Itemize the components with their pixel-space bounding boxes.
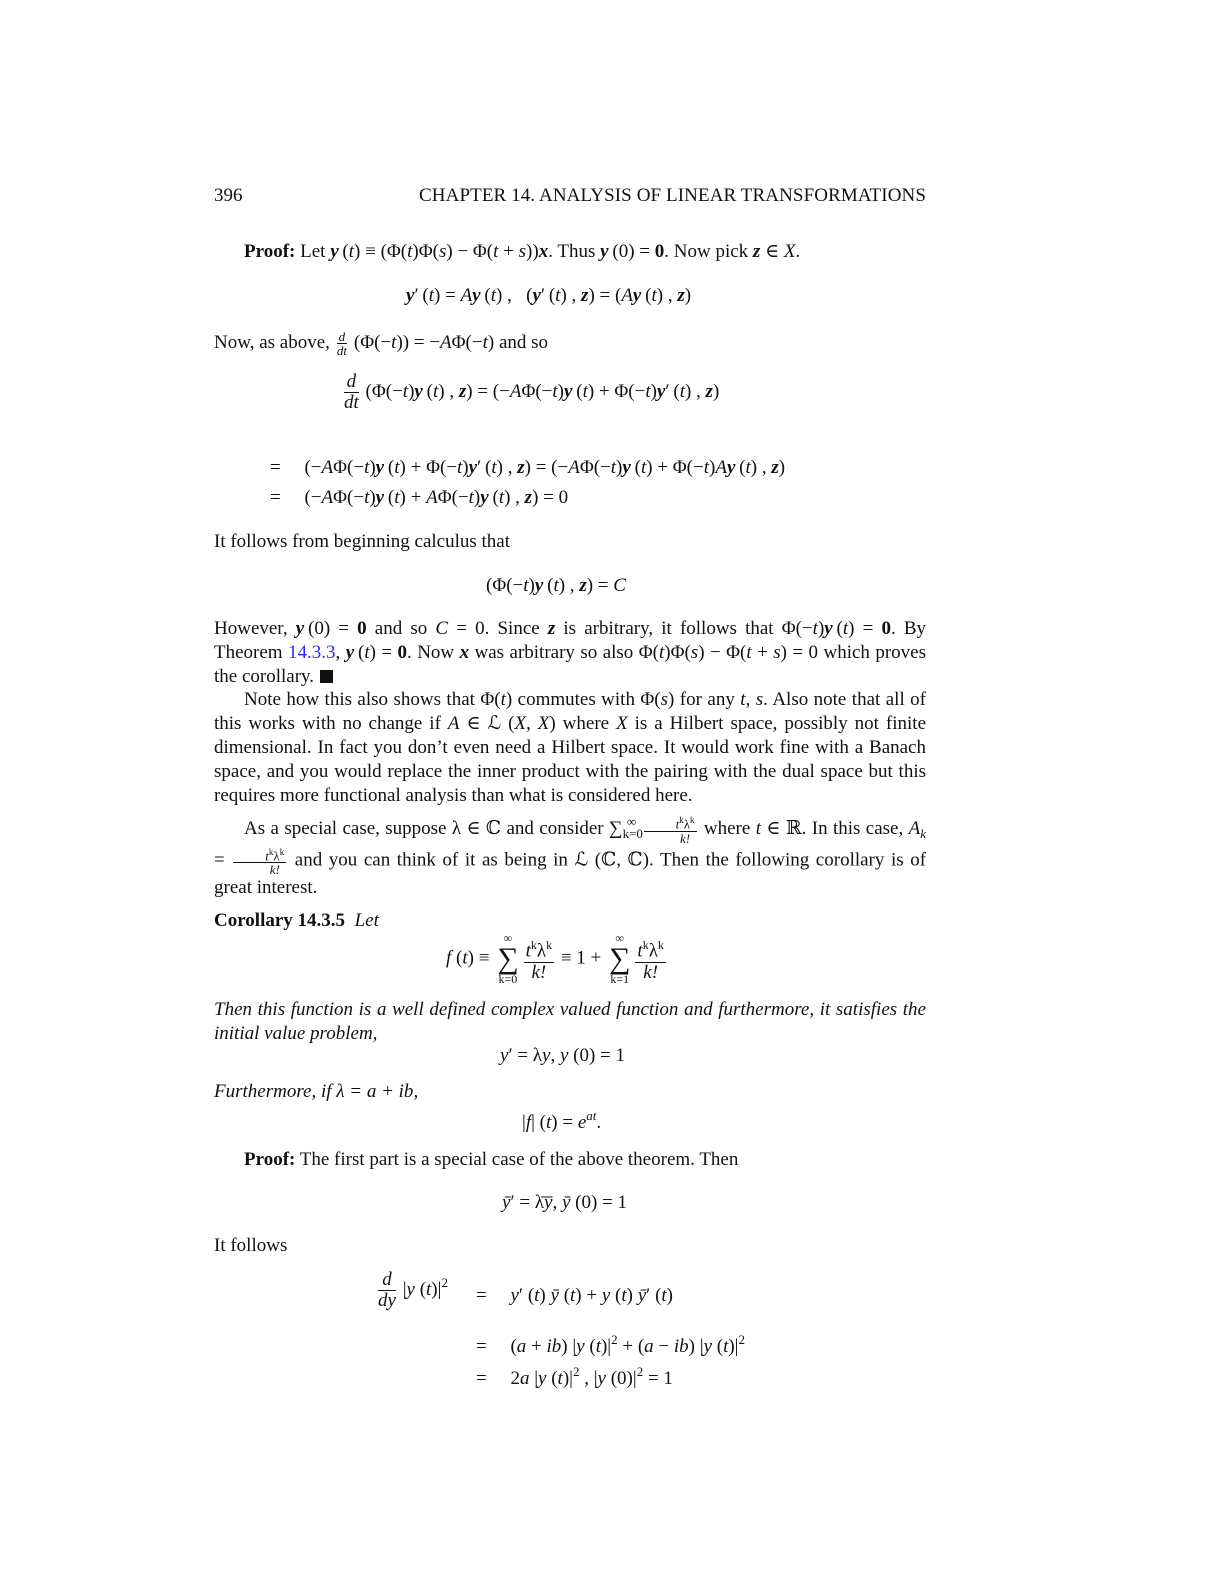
equation-final-2: = (a + ib) |y $(t)|^2 + (a - ib)$ |y $(t)|^2$ bbox=[476, 1332, 745, 1357]
proof-intro: Proof: Let y (t) ≡ (Φ(t)Φ(s) − Φ(t + s))x. Thus y (0) = 0. Now pick z ∈ X. bbox=[244, 241, 801, 262]
running-title: CHAPTER 14. ANALYSIS OF LINEAR TRANSFORMATIONS bbox=[419, 185, 926, 206]
equation-constant: (Φ(−t)y (t) , z) = C bbox=[486, 575, 626, 596]
proof-two: Proof: The first part is a special case of the above theorem. Then bbox=[244, 1149, 739, 1170]
equation-final-1: $\frac{d}{dy}$ |y $(t)|^2$ bbox=[378, 1269, 448, 1311]
follows-calc: It follows from beginning calculus that bbox=[214, 531, 511, 552]
note-paragraph: Note how this also shows that Φ(t) commutes with Φ(s) for any t, s. Also note that all of this works with no change if A ∈ ℒ (X, X) where X is a Hilbert space, possibly not finite dimensional. In fact you don’t even need a Hilbert space. It would work fine with a Banach space, and you would replace the inner product with the pairing with the dual space but this requires more functional analysis than what is considered here. bbox=[214, 689, 927, 806]
equation-dd-t: $\frac{d}{dt}$ (Φ(−t)y (t) , z) = (−AΦ(−t)y (t) + Φ(−t)y′ (t) , z) bbox=[344, 371, 720, 413]
equation-modulus: |f| $(t) = e^{at}$. bbox=[522, 1108, 602, 1133]
it-follows: It follows bbox=[214, 1235, 288, 1256]
equation-final-3: = 2a |y $(t)|^2$ , |y $(0)|^2 = 1$ bbox=[476, 1364, 673, 1389]
corollary-heading: Corollary 14.3.5 Let bbox=[214, 910, 379, 931]
now-as-above-line: Now, as above, $\frac{d}{dt}$ (Φ(−t)) = −AΦ(−t) and so bbox=[214, 329, 549, 358]
page-number: 396 bbox=[214, 185, 243, 206]
equation-final-1-rhs: = y′ (t) ȳ (t) + y (t) ȳ′ (t) bbox=[476, 1285, 673, 1306]
equation-ivp: y′ = λy, y (0) = 1 bbox=[500, 1045, 626, 1066]
furthermore-line: Furthermore, if λ = a + ib, bbox=[214, 1081, 419, 1102]
equation-derivative: y′ (t) = Ay (t) , (y′ (t) , z) = (Ay (t) , z) bbox=[406, 285, 692, 306]
equation-chain-1: = (−AΦ(−t)y (t) + Φ(−t)y′ (t) , z) = (−AΦ(−t)y (t) + Φ(−t)Ay (t) , z) bbox=[270, 457, 786, 478]
equation-series: f (t) ≡ ∞ ∑ k=0 $\frac{t^k\lambda^k}{k!}$ ≡ 1 + ∞ ∑ k=1 $\frac{t^k\lambda^k}{k!}$ bbox=[446, 931, 664, 986]
theorem-link[interactable]: 14.3.3 bbox=[288, 642, 336, 663]
equation-chain-2: = (−AΦ(−t)y (t) + AΦ(−t)y (t) , z) = 0 bbox=[270, 487, 569, 508]
equation-conjugate: ȳ′ = λ̄ȳ, ȳ (0) = 1 bbox=[502, 1192, 628, 1213]
special-case-paragraph: As a special case, suppose λ ∈ ℂ and consider $\sum_{k=0}^\infty$ $\frac{t^k\lambda^k}{k!}$ where t ∈ ℝ. In this case, $A_k$ = $\frac{t^k\lambda^k}{k!}$ and you can think of it as being in ℒ (ℂ, ℂ). Then the following corollary is of great interest. bbox=[214, 814, 927, 899]
then-this-paragraph: Then this function is a well defined complex valued function and furthermore, it satisfies the initial value problem, bbox=[214, 999, 926, 1044]
however-paragraph: However, y (0) = 0 and so C = 0. Since z is arbitrary, it follows that Φ(−t)y (t) = 0. By Theorem 14.3.3, y (t) = 0. Now x was arbitrary so also Φ(t)Φ(s) − Φ(t + s) = 0 which proves the corollary. bbox=[214, 618, 927, 687]
proof-label: Proof: bbox=[244, 241, 296, 262]
qed-square-icon bbox=[320, 670, 333, 683]
page-header bbox=[214, 184, 926, 208]
